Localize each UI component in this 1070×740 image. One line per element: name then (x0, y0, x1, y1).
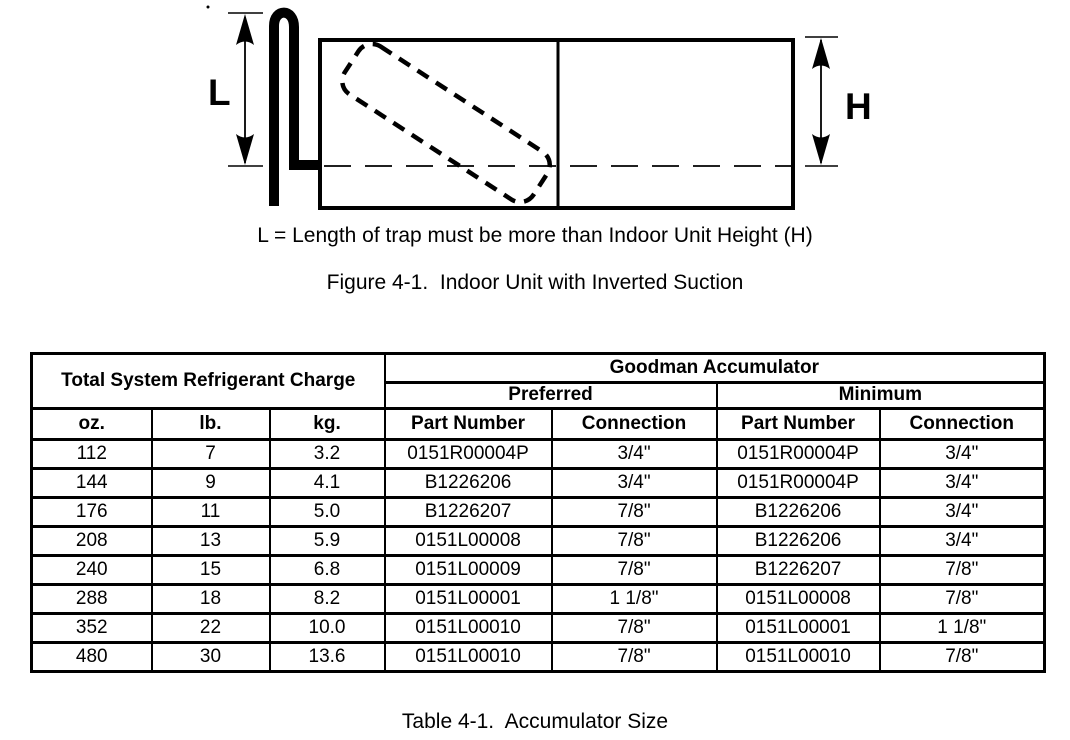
table-cell: 18 (152, 585, 270, 614)
dimension-H (805, 37, 872, 166)
table-cell: 352 (32, 614, 152, 643)
table-cell: 10.0 (270, 614, 385, 643)
figure-caption: Figure 4-1. Indoor Unit with Inverted Suction (326, 271, 744, 294)
col-header-kg: kg. (270, 409, 385, 440)
table-cell: 15 (152, 556, 270, 585)
table-cell: 9 (152, 469, 270, 498)
table-caption: Table 4-1. Accumulator Size (401, 710, 669, 733)
table-cell: 5.0 (270, 498, 385, 527)
table-cell: 0151L00008 (717, 585, 880, 614)
table-row (32, 440, 1045, 469)
table-cell: 5.9 (270, 527, 385, 556)
table-cell: B1226207 (717, 556, 880, 585)
preferred-group-header: Preferred (385, 383, 717, 409)
table-cell: 3/4" (880, 469, 1045, 498)
table-cell: 0151R00004P (717, 469, 880, 498)
speck-dot (207, 6, 210, 9)
table-cell: 7/8" (552, 556, 717, 585)
col-header-minimum-part: Part Number (717, 409, 880, 440)
col-header-minimum-connection: Connection (880, 409, 1045, 440)
table-cell: 30 (152, 643, 270, 672)
table-cell: 13 (152, 527, 270, 556)
table-row (32, 498, 1045, 527)
table-cell: 0151L00008 (385, 527, 552, 556)
dimension-L-arrowhead-up (236, 14, 254, 45)
suction-trap-pipe (274, 13, 322, 206)
table-cell: B1226206 (385, 469, 552, 498)
col-header-preferred-connection: Connection (552, 409, 717, 440)
table-row (32, 354, 1045, 383)
table-cell: 8.2 (270, 585, 385, 614)
table-cell: 0151R00004P (717, 440, 880, 469)
figure-note: L = Length of trap must be more than Indoor Unit Height (H) (257, 224, 813, 247)
col-header-lb: lb. (152, 409, 270, 440)
table-cell: 112 (32, 440, 152, 469)
table-row (32, 409, 1045, 440)
table-cell: B1226206 (717, 527, 880, 556)
table-cell: 0151L00010 (717, 643, 880, 672)
table-cell: 7/8" (552, 527, 717, 556)
dimension-L-label: L (208, 72, 231, 113)
table-cell: 4.1 (270, 469, 385, 498)
table-row (32, 585, 1045, 614)
table-row (32, 469, 1045, 498)
table-cell: 6.8 (270, 556, 385, 585)
table-cell: 0151L00001 (385, 585, 552, 614)
table-cell: 0151L00001 (717, 614, 880, 643)
col-header-oz: oz. (32, 409, 152, 440)
table-cell: 0151L00010 (385, 614, 552, 643)
table-cell: B1226206 (717, 498, 880, 527)
dimension-H-label: H (845, 86, 872, 127)
table-cell: 7 (152, 440, 270, 469)
dimension-L (208, 13, 263, 166)
table-cell: 208 (32, 527, 152, 556)
table-row (32, 527, 1045, 556)
table-cell: 3/4" (552, 469, 717, 498)
table-cell: 0151L00009 (385, 556, 552, 585)
table-cell: 7/8" (552, 643, 717, 672)
table-row (32, 643, 1045, 672)
table-cell: 1 1/8" (552, 585, 717, 614)
table-cell: 22 (152, 614, 270, 643)
dimension-H-arrowhead-down (812, 134, 830, 165)
table-cell: 11 (152, 498, 270, 527)
table-cell: 144 (32, 469, 152, 498)
table-cell: 7/8" (880, 556, 1045, 585)
table-row (32, 556, 1045, 585)
table-cell: 3/4" (880, 440, 1045, 469)
accumulator-size-table (30, 352, 1046, 673)
table-cell: B1226207 (385, 498, 552, 527)
dimension-L-arrowhead-down (236, 134, 254, 165)
table-cell: 3/4" (880, 527, 1045, 556)
figure-indoor-unit-diagram (0, 0, 1070, 222)
table-cell: 0151R00004P (385, 440, 552, 469)
table-cell: 3/4" (552, 440, 717, 469)
minimum-group-header: Minimum (717, 383, 1045, 409)
table-cell: 288 (32, 585, 152, 614)
table-cell: 0151L00010 (385, 643, 552, 672)
table-cell: 7/8" (552, 498, 717, 527)
table-cell: 13.6 (270, 643, 385, 672)
table-row (32, 614, 1045, 643)
table-cell: 1 1/8" (880, 614, 1045, 643)
table-cell: 3/4" (880, 498, 1045, 527)
table-cell: 7/8" (880, 585, 1045, 614)
table-cell: 7/8" (552, 614, 717, 643)
table-cell: 176 (32, 498, 152, 527)
charge-group-header: Total System Refrigerant Charge (32, 354, 385, 409)
table-cell: 3.2 (270, 440, 385, 469)
table-cell: 7/8" (880, 643, 1045, 672)
dimension-H-arrowhead-up (812, 38, 830, 69)
table-cell: 240 (32, 556, 152, 585)
accumulator-group-header: Goodman Accumulator (385, 354, 1045, 383)
table-cell: 480 (32, 643, 152, 672)
col-header-preferred-part: Part Number (385, 409, 552, 440)
